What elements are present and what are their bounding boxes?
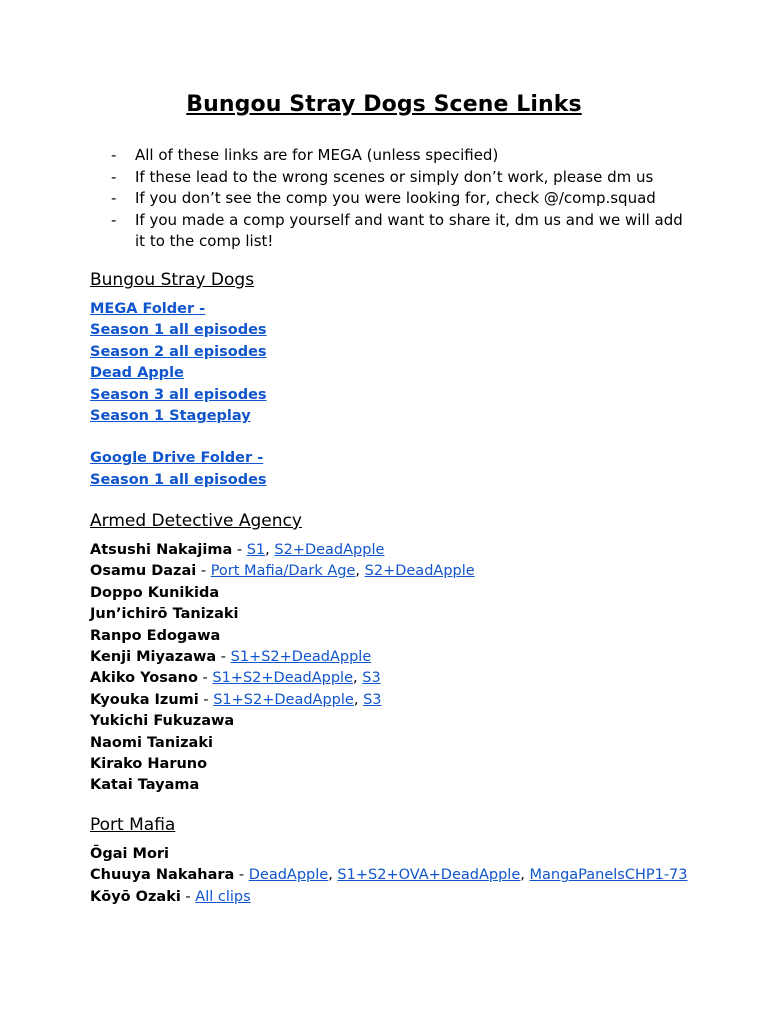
member-name: Kōyō Ozaki — [90, 888, 181, 905]
member-row — [90, 561, 730, 582]
mega-season2-link[interactable]: Season 2 all episodes — [90, 343, 267, 360]
member-separator: - — [234, 867, 249, 884]
link-separator: , — [328, 867, 338, 884]
mega-season3-link[interactable]: Season 3 all episodes — [90, 386, 267, 403]
page-title: Bungou Stray Dogs Scene Links — [186, 92, 582, 117]
member-name: Akiko Yosano — [90, 670, 198, 687]
note-text: If you don’t see the comp you were looking for, check @/comp.squad — [135, 189, 656, 207]
member-row — [90, 775, 730, 796]
note-item — [111, 167, 691, 189]
clip-link[interactable]: MangaPanelsCHP1-73 — [529, 867, 688, 884]
bullet-marker: - — [111, 146, 117, 164]
note-text: If you made a comp yourself and want to share it, dm us and we will add it to the comp list! — [135, 210, 683, 250]
notes-list — [111, 145, 691, 253]
member-row — [90, 604, 730, 625]
member-row — [90, 668, 730, 689]
mega-folder-link[interactable]: MEGA Folder - — [90, 301, 206, 317]
mega-season1-link[interactable]: Season 1 all episodes — [90, 322, 267, 339]
member-name: Kyouka Izumi — [90, 691, 199, 708]
member-name: Kenji Miyazawa — [90, 648, 217, 665]
gdrive-season1-link[interactable]: Season 1 all episodes — [90, 471, 267, 488]
member-row — [90, 626, 730, 647]
clip-link[interactable]: S1+S2+DeadApple — [213, 691, 354, 708]
note-text: All of these links are for MEGA (unless specified) — [135, 146, 499, 164]
member-name: Atsushi Nakajima — [90, 542, 233, 558]
note-item — [111, 188, 691, 210]
member-name: Osamu Dazai — [90, 563, 197, 580]
member-row — [90, 583, 730, 604]
clip-link[interactable]: S2+DeadApple — [274, 542, 385, 558]
mega-stageplay-link[interactable]: Season 1 Stageplay — [90, 407, 251, 424]
bsd-links — [90, 299, 730, 491]
clip-link[interactable]: DeadApple — [248, 867, 329, 884]
note-text: If these lead to the wrong scenes or simply don’t work, please dm us — [135, 167, 654, 186]
member-separator: - — [198, 691, 214, 708]
gdrive-folder-link[interactable]: Google Drive Folder - — [90, 450, 264, 467]
link-separator: , — [265, 542, 275, 558]
bullet-marker: - — [111, 210, 117, 229]
section-heading-armed-detective-agency: Armed Detective Agency — [90, 511, 302, 531]
member-row — [90, 865, 730, 886]
member-separator: - — [180, 888, 196, 905]
member-name: Yukichi Fukuzawa — [90, 713, 235, 730]
clip-link[interactable]: S1+S2+OVA+DeadApple — [337, 867, 521, 884]
link-separator: , — [353, 670, 363, 687]
clip-link[interactable]: S3 — [362, 670, 381, 687]
link-separator: , — [353, 691, 364, 708]
clip-link[interactable]: S1+S2+DeadApple — [212, 670, 354, 687]
member-name: Chuuya Nakahara — [90, 867, 235, 884]
member-name: Ranpo Edogawa — [90, 627, 221, 644]
member-name: Ōgai Mori — [90, 846, 170, 862]
member-name: Doppo Kunikida — [90, 584, 220, 601]
clip-link[interactable]: S2+DeadApple — [364, 563, 475, 580]
pm-member-list — [90, 844, 730, 908]
clip-link[interactable]: S1+S2+DeadApple — [230, 648, 372, 665]
section-heading-port-mafia: Port Mafia — [90, 815, 176, 835]
member-name: Kirako Haruno — [90, 755, 208, 772]
member-row — [90, 540, 730, 561]
bullet-marker: - — [111, 167, 117, 186]
mega-dead-apple-link[interactable]: Dead Apple — [90, 365, 184, 382]
member-name: Jun’ichirō Tanizaki — [90, 606, 239, 623]
member-separator: - — [197, 670, 213, 687]
link-separator: , — [520, 867, 530, 884]
clip-link[interactable]: Port Mafia/Dark Age — [210, 563, 356, 580]
member-row — [90, 887, 730, 908]
clip-link[interactable]: All clips — [195, 888, 251, 905]
member-name: Naomi Tanizaki — [90, 734, 213, 751]
member-separator: - — [196, 563, 211, 580]
clip-link[interactable]: S3 — [363, 691, 382, 708]
note-item — [111, 145, 691, 167]
ada-member-list — [90, 540, 730, 797]
link-separator: , — [355, 563, 365, 580]
member-row — [90, 647, 730, 668]
member-row — [90, 690, 730, 711]
member-row — [90, 754, 730, 775]
member-name: Katai Tayama — [90, 777, 200, 794]
member-row — [90, 844, 730, 865]
member-separator: - — [216, 648, 231, 665]
note-item — [111, 210, 691, 253]
member-separator: - — [232, 542, 247, 558]
member-row — [90, 733, 730, 754]
clip-link[interactable]: S1 — [246, 542, 266, 558]
member-row — [90, 711, 730, 732]
bullet-marker: - — [111, 189, 117, 207]
section-heading-bungou-stray-dogs: Bungou Stray Dogs — [90, 270, 255, 290]
